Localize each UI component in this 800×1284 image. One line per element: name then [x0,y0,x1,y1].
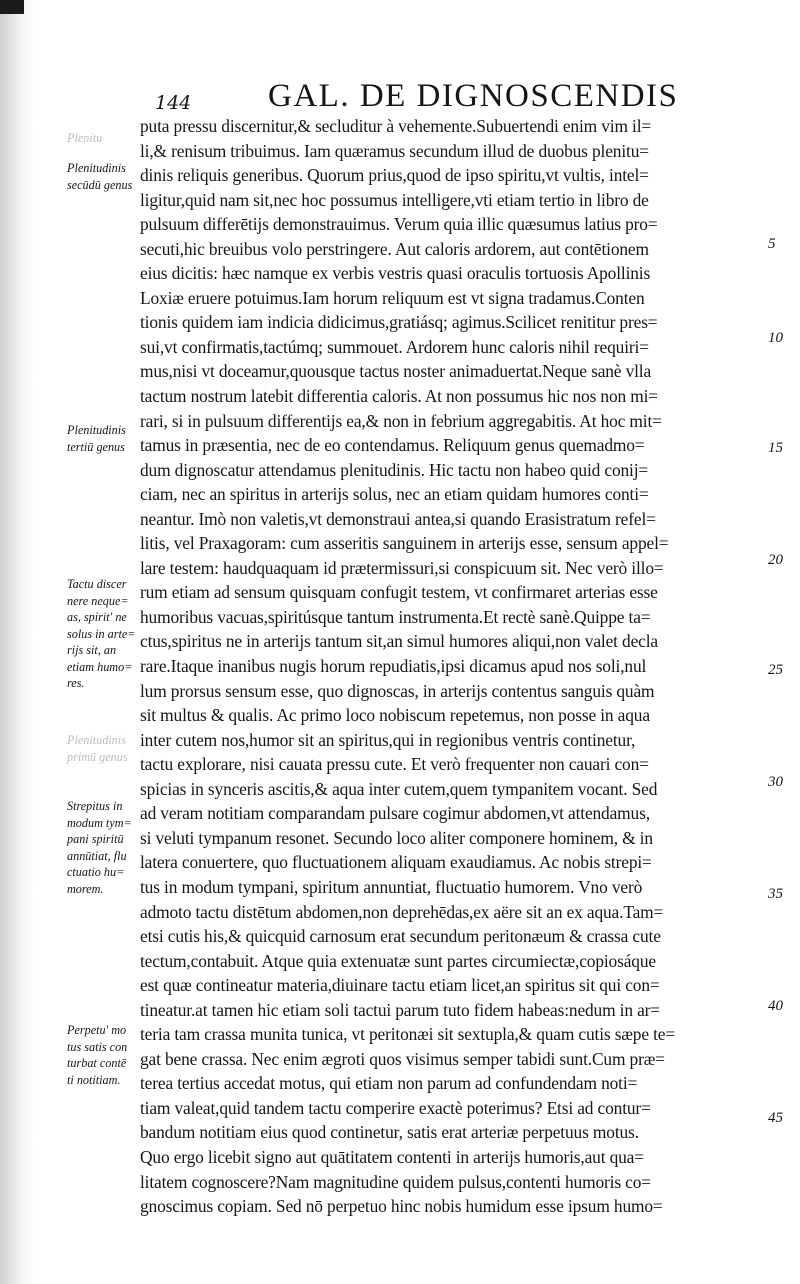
text-line: gnoscimus copiam. Sed nō perpetuo hinc nobis humidum esse ipsum humo= [140,1196,663,1217]
main-text-block [140,114,795,1219]
text-line: admoto tactu distētum abdomen,non deprehēdas,ex aëre sit an ex aqua.Tam= [140,901,664,922]
text-line: li,& renisum tribuimus. Iam quæramus secundum illud de duobus plenitu= [140,140,649,161]
page-number: 144 [155,92,192,114]
marginal-note-line: turbat contē [67,1056,127,1070]
marginal-note-line: etiam humo= [67,659,133,674]
text-line: tionis quidem iam indicia didicimus,gratiásq; agimus.Scilicet renititur pres= [140,312,658,333]
line-number: 25 [768,662,783,678]
text-line: litatem cognoscere?Nam magnitudine quidem pulsus,contenti humoris co= [140,1171,651,1192]
text-line: tiam valeat,quid tandem tactu comperire exactè poterimus? Etsi ad contur= [140,1097,651,1118]
marginal-note-line: Plenitudinis [67,161,126,175]
marginal-note [67,576,139,692]
line-number: 40 [768,998,783,1014]
marginal-note-line: pani spiritū [67,832,124,846]
marginal-note-line: modum tym= [67,815,132,830]
text-line: dum dignoscatur attendamus plenitudinis. Hic tactu non habeo quid conij= [140,459,649,480]
text-line: ad veram notitiam comparandam pulsare cogimur abdomen,vt attendamus, [140,803,650,824]
line-number: 45 [768,1110,783,1126]
text-line: tactum nostrum latebit differentia caloris. At non possumus hic nos non mi= [140,386,658,407]
marginal-note-line: Perpetu' mo [67,1023,127,1037]
text-line: secuti,hic breuibus volo perstringere. Aut caloris ardorem, aut contētionem [140,238,649,259]
marginal-note-line: Tactu discer [67,577,127,591]
text-line: est quæ contineatur materia,diuinare tactu etiam licet,an spiritus sit qui con= [140,975,660,996]
text-line: spicias in synceris ascitis,& aqua inter cutem,quem tympanitem vocant. Sed [140,778,658,799]
text-line: gat bene crassa. Nec enim ægroti quos visimus semper tabidi sunt.Cum præ= [140,1048,665,1069]
marginal-note-line: Plenitudinis [67,423,126,437]
marginal-note-line: tertiū genus [67,439,125,454]
line-number: 5 [768,236,776,252]
text-line: si veluti tympanum resonet. Secundo loco aliter componere hominem, & in [140,827,653,848]
marginal-note-line: as, spirit' ne [67,610,127,624]
marginal-note-line: Plenitudinis [67,733,126,747]
line-number: 30 [768,774,783,790]
marginal-note-line: res. [67,676,85,690]
text-line: bandum notitiam eius quod continetur, satis erat arteriæ perpetuus motus. [140,1122,639,1143]
marginal-note-line: primū genus [67,749,128,764]
text-line: teria tam crassa munita tunica, vt peritonæi sit sextupla,& quam cutis sæpe te= [140,1024,676,1045]
text-line: pulsuum differētijs demonstrauimus. Verum quia illic quæsumus latius pro= [140,214,658,235]
marginal-note-line: ctuatio hu= [67,865,125,879]
marginal-note [67,422,139,455]
text-line: lum prorsus sensum esse, quo dignoscas, in arterijs contentus sanguis quàm [140,680,655,701]
text-line: inter cutem nos,humor sit an spiritus,qui in regionibus ventris continetur, [140,729,636,750]
text-line: rare.Itaque inanibus nugis horum repudiatis,ipsi dicamus apud nos soli,nul [140,656,647,677]
marginal-note [67,1022,139,1088]
marginal-note-line: morem. [67,881,104,896]
text-line: humoribus vacuas,spiritúsque tantum instrumenta.Et rectè sanè.Quippe ta= [140,606,651,627]
marginal-note-line: Strepitus in [67,799,123,813]
text-line: litis, vel Praxagoram: cum asseritis sanguinem in arterijs esse, sensum appel= [140,533,669,554]
text-line: ligitur,quid nam sit,nec hoc possumus intelligere,vti etiam tertio in libro de [140,189,649,210]
marginal-note-line: ti notitiam. [67,1072,121,1087]
text-line: lare testem: haudquaquam id prætermissuri,si conspicuum sit. Nec verò illo= [140,557,664,578]
line-number: 35 [768,886,783,902]
text-line: tus in modum tympani, spiritum annuntiat, fluctuatio humorem. Vno verò [140,876,643,897]
text-line: eius dicitis: hæc namque ex verbis vestris quasi oraculis tortuosis Apollinis [140,263,651,284]
page-corner-mark [0,0,24,14]
text-line: Quo ergo licebit signo aut quātitatem contenti in arterijs humoris,aut qua= [140,1146,644,1167]
marginal-note-faded [67,732,139,765]
text-line: mus,nisi vt doceamur,quousque tactus noster animaduertat.Neque sanè vlla [140,361,652,382]
text-line: tactu explorare, nisi cauata pressu cute. Et verò frequenter non cauari con= [140,754,649,775]
text-line: terea tertius accedat motus, qui etiam non parum ad confundendam noti= [140,1073,638,1094]
text-line: dinis reliquis generibus. Quorum prius,quod de ipso spiritu,vt vultis, intel= [140,165,649,186]
text-line: etsi cutis his,& quicquid carnosum erat secundum peritonæum & crassa cute [140,926,661,947]
text-line: sui,vt confirmatis,tactúmq; summouet. Ardorem hunc caloris nihil requiri= [140,336,649,357]
text-line: ctus,spiritus ne in arterijs tantum sit,an simul humores aliqui,non valet decla [140,631,658,652]
text-line: tineatur.at tamen hic etiam soli tactui parum tuto fidem habeas:nedum in ar= [140,999,660,1020]
running-title: GAL. DE DIGNOSCENDIS [268,78,679,114]
text-line: rari, si in pulsuum differentijs ea,& non in febrium aggregabitis. At hoc mit= [140,410,662,431]
marginal-note [67,798,139,897]
text-line: Loxiæ eruere potuimus.Iam horum reliquum est vt signa tradamus.Conten [140,287,645,308]
marginal-note-line: annūtiat, flu [67,848,127,863]
text-line: sit multus & qualis. Ac primo loco nobiscum repetemus, non posse in aqua [140,705,650,726]
text-line: neantur. Imò non valetis,vt demonstraui antea,si quando Erasistratum refel= [140,508,656,529]
marginal-note-line: secūdū genus [67,177,133,192]
text-line: latera conuertere, quo fluctuationem aliquam exaudiamus. Ac nobis strepi= [140,852,652,873]
marginal-note-faded [67,130,139,147]
marginal-note-line: tus satis con [67,1039,128,1054]
marginal-note-line: nere neque= [67,593,129,608]
text-line: tamus in præsentia, nec de eo contendamus. Reliquum genus quemadmo= [140,435,645,456]
line-number: 15 [768,440,783,456]
page-gutter-shadow [0,0,34,1284]
text-line: tectum,contabuit. Atque quia extenuatæ sunt partes circumiectæ,copiosáque [140,950,656,971]
text-line: ciam, nec an spiritus in arterijs solus, nec an etiam quidam humores conti= [140,484,649,505]
marginal-note [67,160,139,193]
line-number: 10 [768,330,783,346]
text-line: puta pressu discernitur,& secluditur à vehemente.Subuertendi enim vim il= [140,116,652,136]
marginal-note-line: Plenitu [67,131,103,145]
line-number: 20 [768,552,783,568]
marginal-note-line: solus in arte= [67,626,136,641]
marginal-note-line: rijs sit, an [67,643,117,657]
text-line: rum etiam ad sensum quisquam confugit testem, vt confirmaret arterias esse [140,582,658,603]
